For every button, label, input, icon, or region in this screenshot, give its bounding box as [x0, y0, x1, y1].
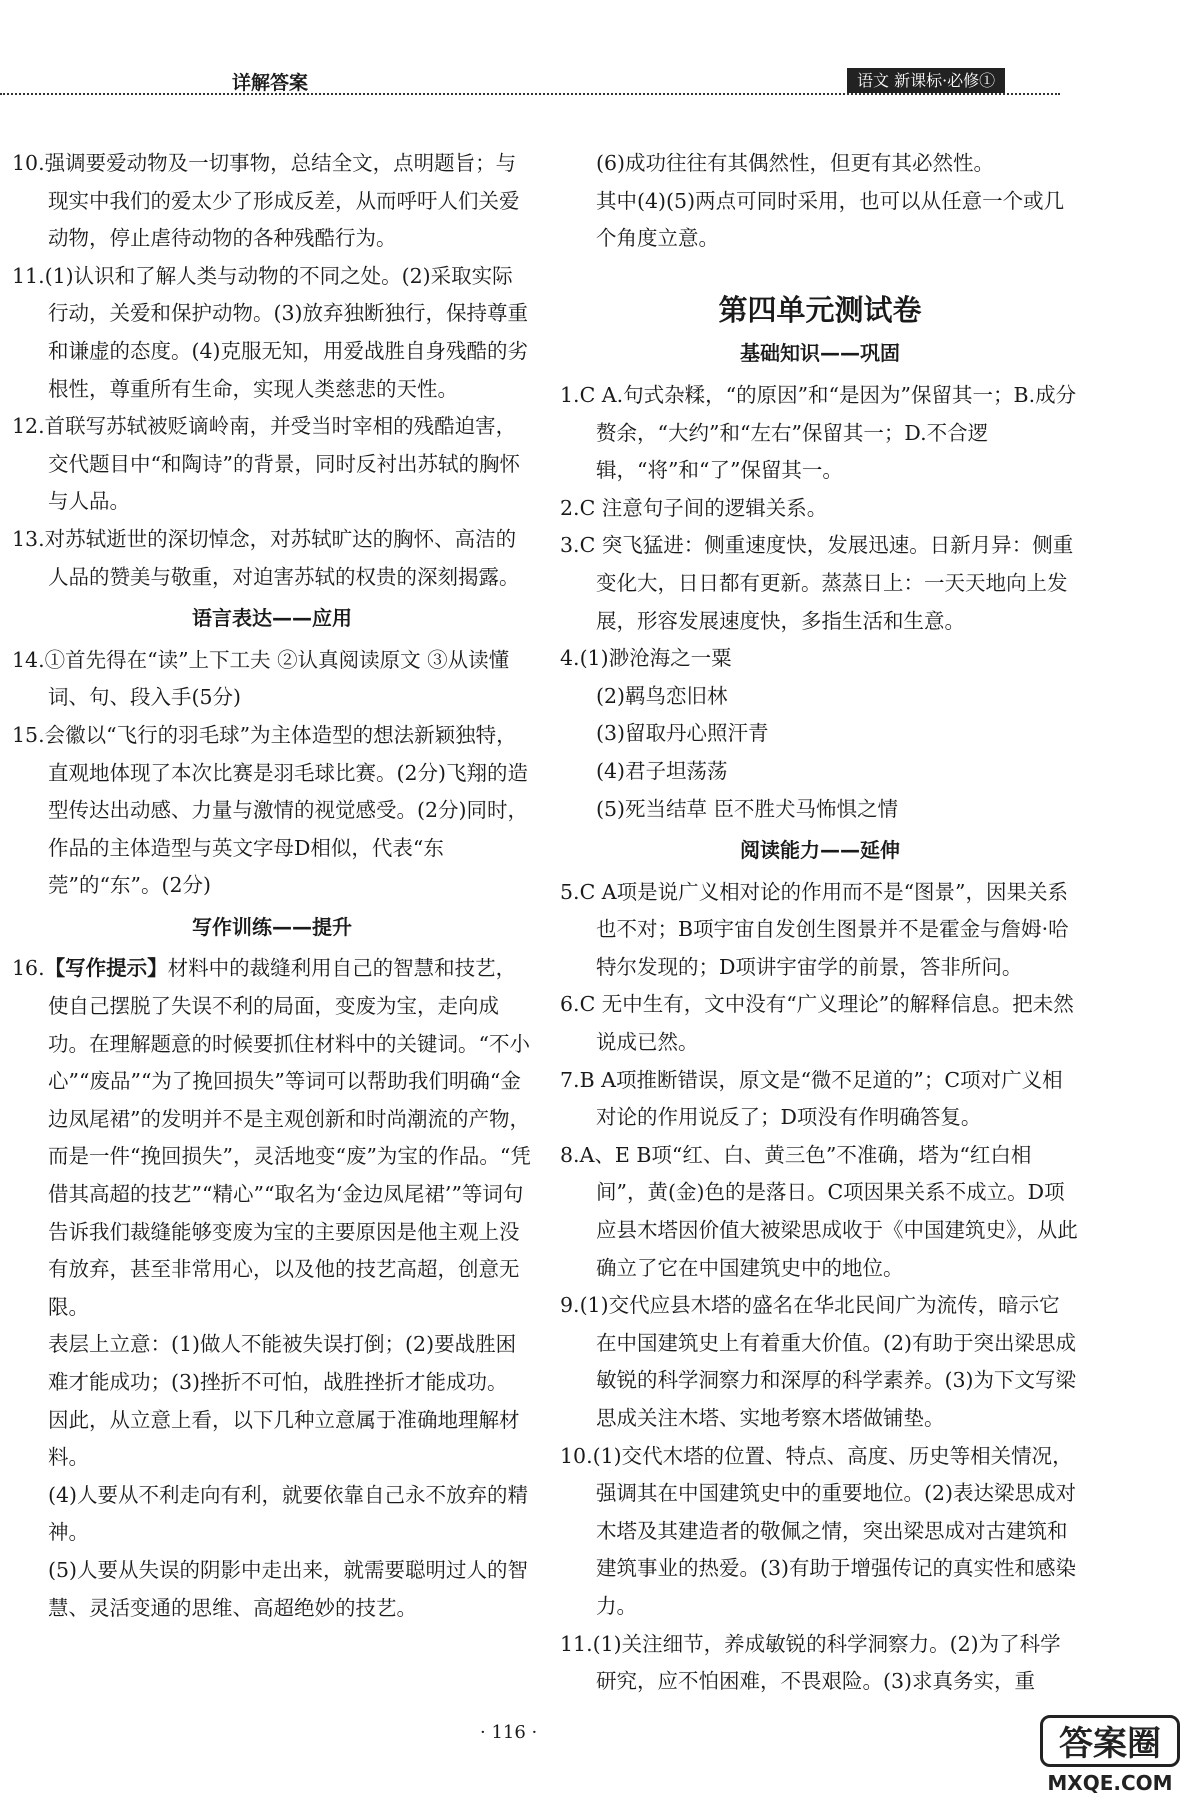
watermark-text: 答案圈	[1040, 1715, 1180, 1767]
answer-item-13	[12, 521, 532, 596]
answer-item-r2	[560, 490, 1080, 528]
item-number: 11.	[12, 263, 45, 288]
header-title: 详解答案	[232, 72, 309, 94]
item-text: 会徽以“飞行的羽毛球”为主体造型的想法新颖独特，直观地体现了本次比赛是羽毛球比赛。(2分)飞翔的造型传达出动感、力量与激情的视觉感受。(2分)同时，作品的主体造型与英文字母D相似，代表“东莞”的“东”。(2分)	[44, 722, 529, 898]
item-text: 对苏轼逝世的深切悼念，对苏轼旷达的胸怀、高洁的人品的赞美与敬重，对迫害苏轼的权贵的深刻揭露。	[44, 526, 520, 589]
answer-item-r4-line4: (4)君子坦荡荡	[596, 758, 728, 783]
item-number: 1.	[560, 382, 580, 407]
item-number: 8.	[560, 1142, 580, 1167]
answer-item-r4	[560, 640, 1080, 678]
item-number: 7.	[560, 1067, 580, 1092]
section-heading-expression: 语言表达——应用	[192, 606, 352, 631]
section-heading-basic: 基础知识——巩固	[740, 341, 900, 366]
answer-item-16-point4: (4)人要从不利走向有利，就要依靠自己永不放弃的精神。	[48, 1482, 529, 1545]
answer-item-14	[12, 642, 532, 717]
item-text: (1)认识和了解人类与动物的不同之处。(2)采取实际行动，关爱和保护动物。(3)放弃独断独行，保持尊重和谦虚的态度。(4)克服无知，用爱战胜自身残酷的劣根性，尊重所有生命，实现人类慈悲的天性。	[44, 263, 529, 401]
item-text: (1)交代应县木塔的盛名在华北民间广为流传，暗示它在中国建筑史上有着重大价值。(2)有助于突出梁思成敏锐的科学洞察力和深厚的科学素养。(3)为下文写梁思成关注木塔、实地考察木塔做铺垫。	[579, 1293, 1077, 1430]
item-text: C A项是说广义相对论的作用而不是“图景”，因果关系也不对；B项宇宙自发创生图景并不是霍金与詹姆·哈特尔发现的；D项讲宇宙学的前景，答非所问。	[579, 879, 1069, 979]
item-number: 10.	[12, 151, 45, 175]
item-number: 16.	[12, 956, 45, 981]
unit-test-title: 第四单元测试卷	[718, 292, 922, 327]
answer-item-r9	[560, 1287, 1080, 1437]
answer-item-10	[12, 145, 532, 258]
answer-item-r3	[560, 527, 1080, 640]
item-text: (1)关注细节，养成敏锐的科学洞察力。(2)为了科学研究，应不怕困难，不畏艰险。(3)求真务实，重	[592, 1631, 1061, 1694]
section-heading-reading: 阅读能力——延伸	[740, 838, 900, 863]
answer-item-r5	[560, 874, 1080, 987]
answer-item-16-therefore: 因此，从立意上看，以下几种立意属于准确地理解材料。	[48, 1407, 520, 1470]
item-number: 14.	[12, 647, 45, 672]
answer-item-r4-line3: (3)留取丹心照汗青	[596, 721, 769, 746]
item-number: 4.	[560, 646, 580, 671]
item-text: 强调要爱动物及一切事物，总结全文，点明题旨；与现实中我们的爱太少了形成反差，从而呼吁人们关爱动物，停止虐待动物的各种残酷行为。	[44, 151, 520, 251]
answer-item-r8	[560, 1137, 1080, 1287]
answer-item-r4-line5: (5)死当结草 臣不胜犬马怖惧之情	[596, 796, 899, 821]
answer-item-r1	[560, 377, 1080, 490]
item-number: 11.	[560, 1631, 593, 1656]
page-number: · 116 ·	[480, 1722, 538, 1743]
answer-item-12	[12, 408, 532, 521]
item-number: 6.	[560, 992, 580, 1017]
writing-tip-label: 【写作提示】	[44, 956, 168, 981]
item-text: (1)交代木塔的位置、特点、高度、历史等相关情况，强调其在中国建筑史中的重要地位。(2)表达梁思成对木塔及其建造者的敬佩之情，突出梁思成对古建筑和建筑事业的热爱。(3)有助于增强传记的真实性和感染力。	[592, 1443, 1077, 1618]
answer-item-16-note: 其中(4)(5)两点可同时采用，也可以从任意一个或几个角度立意。	[596, 188, 1065, 251]
item-text: C 无中生有，文中没有“广义理论”的解释信息。把未然说成已然。	[579, 992, 1074, 1055]
item-text: C A.句式杂糅，“的原因”和“是因为”保留其一；B.成分赘余，“大约”和“左右”保留其一；D.不合逻辑，“将”和“了”保留其一。	[579, 382, 1077, 483]
answer-item-r11	[560, 1626, 1080, 1701]
answer-item-16-surface: 表层上立意：(1)做人不能被失误打倒；(2)要战胜困难才能成功；(3)挫折不可怕，战胜挫折才能成功。	[48, 1332, 517, 1394]
answer-item-16-point5: (5)人要从失误的阴影中走出来，就需要聪明过人的智慧、灵活变通的思维、高超绝妙的技艺。	[48, 1557, 529, 1620]
right-column	[560, 145, 1080, 1701]
subject-badge: 语文 新课标·必修①	[847, 68, 1005, 93]
answer-item-16-point6: (6)成功往往有其偶然性，但更有其必然性。	[596, 151, 995, 175]
item-number: 15.	[12, 722, 45, 747]
answer-item-r10	[560, 1438, 1080, 1626]
answer-item-r7	[560, 1062, 1080, 1137]
item-text: B A项推断错误，原文是“微不足道的”；C项对广义相对论的作用说反了；D项没有作明确答复。	[579, 1067, 1063, 1130]
item-text: 首联写苏轼被贬谪岭南，并受当时宰相的残酷迫害，交代题目中“和陶诗”的背景，同时反衬出苏轼的胸怀与人品。	[44, 414, 520, 514]
section-heading-writing: 写作训练——提升	[192, 914, 352, 939]
watermark-url: MXQE.COM	[1047, 1771, 1173, 1795]
item-number: 5.	[560, 879, 580, 904]
item-text: ①首先得在“读”上下工夫 ②认真阅读原文 ③从读懂词、句、段入手(5分)	[44, 647, 510, 710]
answer-item-16	[12, 950, 532, 1326]
item-text: C 注意句子间的逻辑关系。	[579, 495, 828, 520]
item-number: 2.	[560, 495, 580, 520]
page-header	[0, 0, 1186, 100]
item-text: (1)渺沧海之一粟	[579, 646, 732, 671]
answer-item-r6	[560, 986, 1080, 1061]
answer-item-15	[12, 717, 532, 905]
header-divider	[0, 93, 1060, 95]
left-column	[12, 145, 532, 1627]
item-number: 12.	[12, 414, 45, 439]
answer-item-r4-line2: (2)羁鸟恋旧林	[596, 683, 728, 708]
item-number: 9.	[560, 1293, 580, 1318]
item-number: 13.	[12, 526, 45, 551]
item-text: 材料中的裁缝利用自己的智慧和技艺，使自己摆脱了失误不利的局面，变废为宝，走向成功。在理解题意的时候要抓住材料中的关键词。“不小心”“废品”“为了挽回损失”等词可以帮助我们明确“金边凤尾裙”的发明并不是主观创新和时尚潮流的产物，而是一件“挽回损失”，灵活地变“废”为宝的作品。“凭借其高超的技艺”“精心”“取名为‘金边凤尾裙’”等词句告诉我们裁缝能够变废为宝的主要原因是他主观上没有放弃，甚至非常用心，以及他的技艺高超，创意无限。	[48, 956, 531, 1319]
item-number: 10.	[560, 1443, 593, 1468]
watermark-logo	[1040, 1715, 1180, 1795]
item-number: 3.	[560, 533, 580, 558]
item-text: C 突飞猛进：侧重速度快，发展迅速。日新月异：侧重变化大，日日都有更新。蒸蒸日上：一天天地向上发展，形容发展速度快，多指生活和生意。	[579, 533, 1074, 633]
item-text: A、E B项“红、白、黄三色”不准确，塔为“红白相间”，黄(金)色的是落日。C项因果关系不成立。D项应县木塔因价值大被梁思成收于《中国建筑史》，从此确立了它在中国建筑史中的地位。	[579, 1142, 1078, 1280]
answer-item-11	[12, 258, 532, 408]
